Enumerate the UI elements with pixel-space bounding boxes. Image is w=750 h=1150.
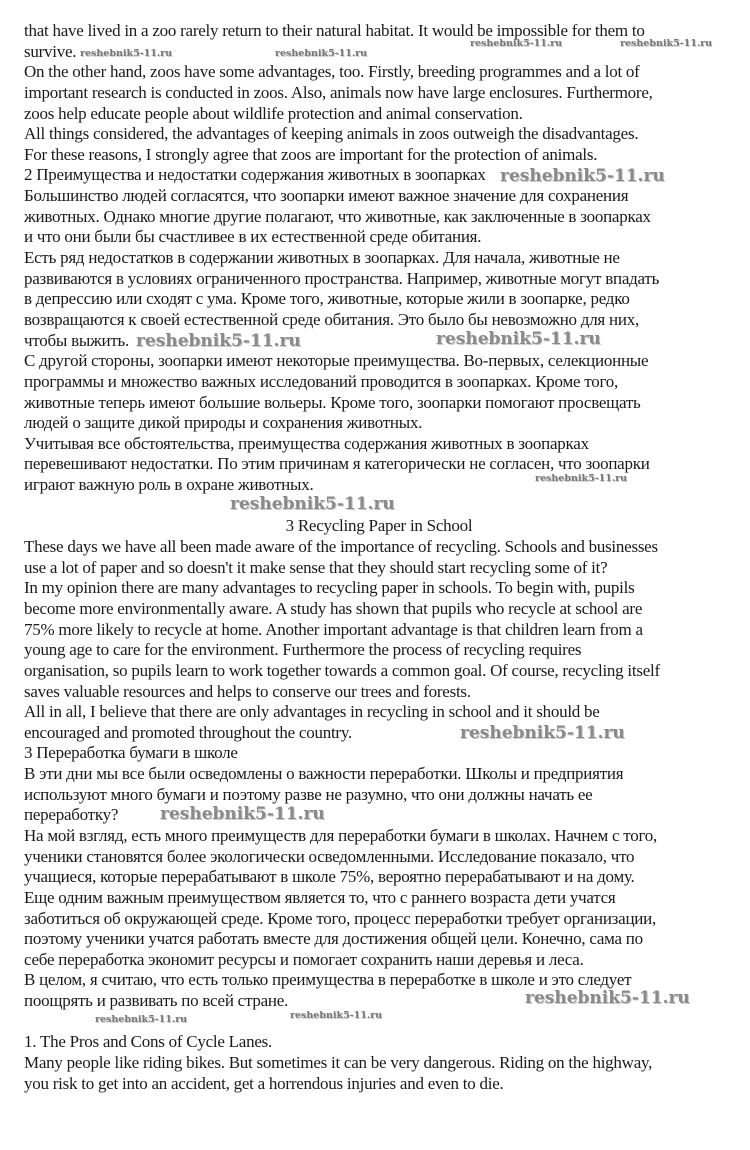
watermark: reshebnik5-11.ru — [500, 166, 665, 186]
watermark: reshebnik5-11.ru — [160, 804, 325, 824]
text-line: чтобы выжить. — [24, 330, 130, 350]
text-line: учащиеся, которые перерабатывают в школе 75%, вероятно перерабатывают и на дому. — [24, 867, 635, 887]
text-line: you risk to get into an accident, get a horrendous injuries and even to die. — [24, 1073, 504, 1093]
text-line: 75% more likely to recycle at home. Another important advantage is that children learn from a — [24, 619, 643, 639]
text-line: С другой стороны, зоопарки имеют некоторые преимущества. Во-первых, селекционные — [24, 351, 649, 371]
text-line: Еще одним важным преимуществом является то, что с раннего возраста дети учатся — [24, 887, 616, 907]
text-line: survive. — [24, 41, 77, 61]
text-line: людей о защите дикой природы и сохранения животных. — [24, 413, 423, 433]
watermark: reshebnik5-11.ru — [230, 494, 395, 514]
text-line: возвращаются к своей естественной среде обитания. Это было бы невозможно для них, — [24, 309, 639, 329]
text-line: saves valuable resources and helps to conserve our trees and forests. — [24, 681, 471, 701]
text-line: Большинство людей согласятся, что зоопарки имеют важное значение для сохранения — [24, 186, 629, 206]
watermark: reshebnik5-11.ru — [95, 1014, 188, 1025]
text-line: поэтому ученики учатся работать вместе для достижения общей цели. Конечно, сама по — [24, 929, 643, 949]
text-line: На мой взгляд, есть много преимуществ для переработки бумаги в школах. Начнем с того, — [24, 825, 658, 845]
text-line: 2 Преимущества и недостатки содержания животных в зоопарках — [24, 165, 486, 185]
text-line: 1. The Pros and Cons of Cycle Lanes. — [24, 1032, 273, 1052]
text-line: In my opinion there are many advantages to recycling paper in schools. To begin with, pupils — [24, 578, 635, 598]
text-line: Many people like riding bikes. But sometimes it can be very dangerous. Riding on the highway, — [24, 1053, 653, 1073]
text-line: программы и множество важных исследований проводится в зоопарках. Кроме того, — [24, 371, 619, 391]
text-line: become more environmentally aware. A study has shown that pupils who recycle at school are — [24, 598, 643, 618]
text-line: используют много бумаги и поэтому разве не разумно, что они должны начать ее — [24, 784, 593, 804]
text-line: перевешивают недостатки. По этим причинам я категорически не согласен, что зоопарки — [24, 454, 650, 474]
text-line: В эти дни мы все были осведомлены о важности переработки. Школы и предприятия — [24, 764, 624, 784]
text-line: that have lived in a zoo rarely return to their natural habitat. It would be impossible for them to — [24, 21, 645, 40]
text-line: животных. Однако многие другие полагают, что животные, как заключенные в зоопарках — [24, 206, 651, 226]
text-line: животные теперь имеют большие вольеры. Кроме того, зоопарки помогают просвещать — [24, 392, 641, 412]
text-line: заботиться об окружающей среде. Кроме того, процесс переработки требует организации, — [24, 908, 656, 928]
text-line: All things considered, the advantages of keeping animals in zoos outweigh the disadvantages. — [24, 124, 639, 144]
watermark: reshebnik5-11.ru — [275, 48, 368, 59]
watermark: reshebnik5-11.ru — [470, 38, 563, 49]
text-line: zoos help educate people about wildlife protection and animal conservation. — [24, 103, 523, 123]
text-line: переработку? — [24, 805, 119, 825]
watermark: reshebnik5-11.ru — [436, 329, 601, 349]
text-line: и что они были бы счастливее в их естественной среде обитания. — [24, 227, 482, 247]
text-line: important research is conducted in zoos. Also, animals now have large enclosures. Furthermore, — [24, 82, 653, 102]
text-line: These days we have all been made aware of the importance of recycling. Schools and businesses — [24, 537, 658, 557]
text-line: 3 Переработка бумаги в школе — [24, 743, 238, 763]
text-line: В целом, я считаю, что есть только преимущества в переработке в школе и это следует — [24, 970, 632, 990]
text-line: себе переработка экономит ресурсы и помогает сохранить наши деревья и леса. — [24, 949, 584, 969]
text-line: encouraged and promoted throughout the country. — [24, 722, 352, 742]
watermark: reshebnik5-11.ru — [525, 988, 690, 1008]
text-line: On the other hand, zoos have some advantages, too. Firstly, breeding programmes and a lot of — [24, 62, 640, 82]
text-line: organisation, so pupils learn to work together towards a common goal. Of course, recycling itself — [24, 660, 660, 680]
section-heading: 3 Recycling Paper in School — [285, 516, 473, 536]
text-line: в депрессию или сходят с ума. Кроме того, животные, которые жили в зоопарке, редко — [24, 289, 630, 309]
text-line: поощрять и развивать по всей стране. — [24, 991, 289, 1011]
text-line: играют важную роль в охране животных. — [24, 475, 314, 495]
text-line: young age to care for the environment. Furthermore the process of recycling requires — [24, 640, 582, 660]
text-line: use a lot of paper and so doesn't it make sense that they should start recycling some of it? — [24, 557, 608, 577]
watermark: reshebnik5-11.ru — [290, 1010, 383, 1021]
watermark: reshebnik5-11.ru — [535, 473, 628, 484]
text-line: Есть ряд недостатков в содержании животных в зоопарках. Для начала, животные не — [24, 248, 620, 268]
watermark: reshebnik5-11.ru — [80, 48, 173, 59]
text-line: ученики становятся более экологически осведомленными. Исследование показало, что — [24, 846, 635, 866]
text-line: All in all, I believe that there are only advantages in recycling in school and it should be — [24, 702, 600, 722]
watermark: reshebnik5-11.ru — [136, 331, 301, 351]
text-line: Учитывая все обстоятельства, преимущества содержания животных в зоопарках — [24, 433, 589, 453]
text-line: For these reasons, I strongly agree that zoos are important for the protection of animals. — [24, 144, 598, 164]
text-line: развиваются в условиях ограниченного пространства. Например, животные могут впадать — [24, 268, 660, 288]
watermark: reshebnik5-11.ru — [620, 38, 713, 49]
watermark: reshebnik5-11.ru — [460, 723, 625, 743]
